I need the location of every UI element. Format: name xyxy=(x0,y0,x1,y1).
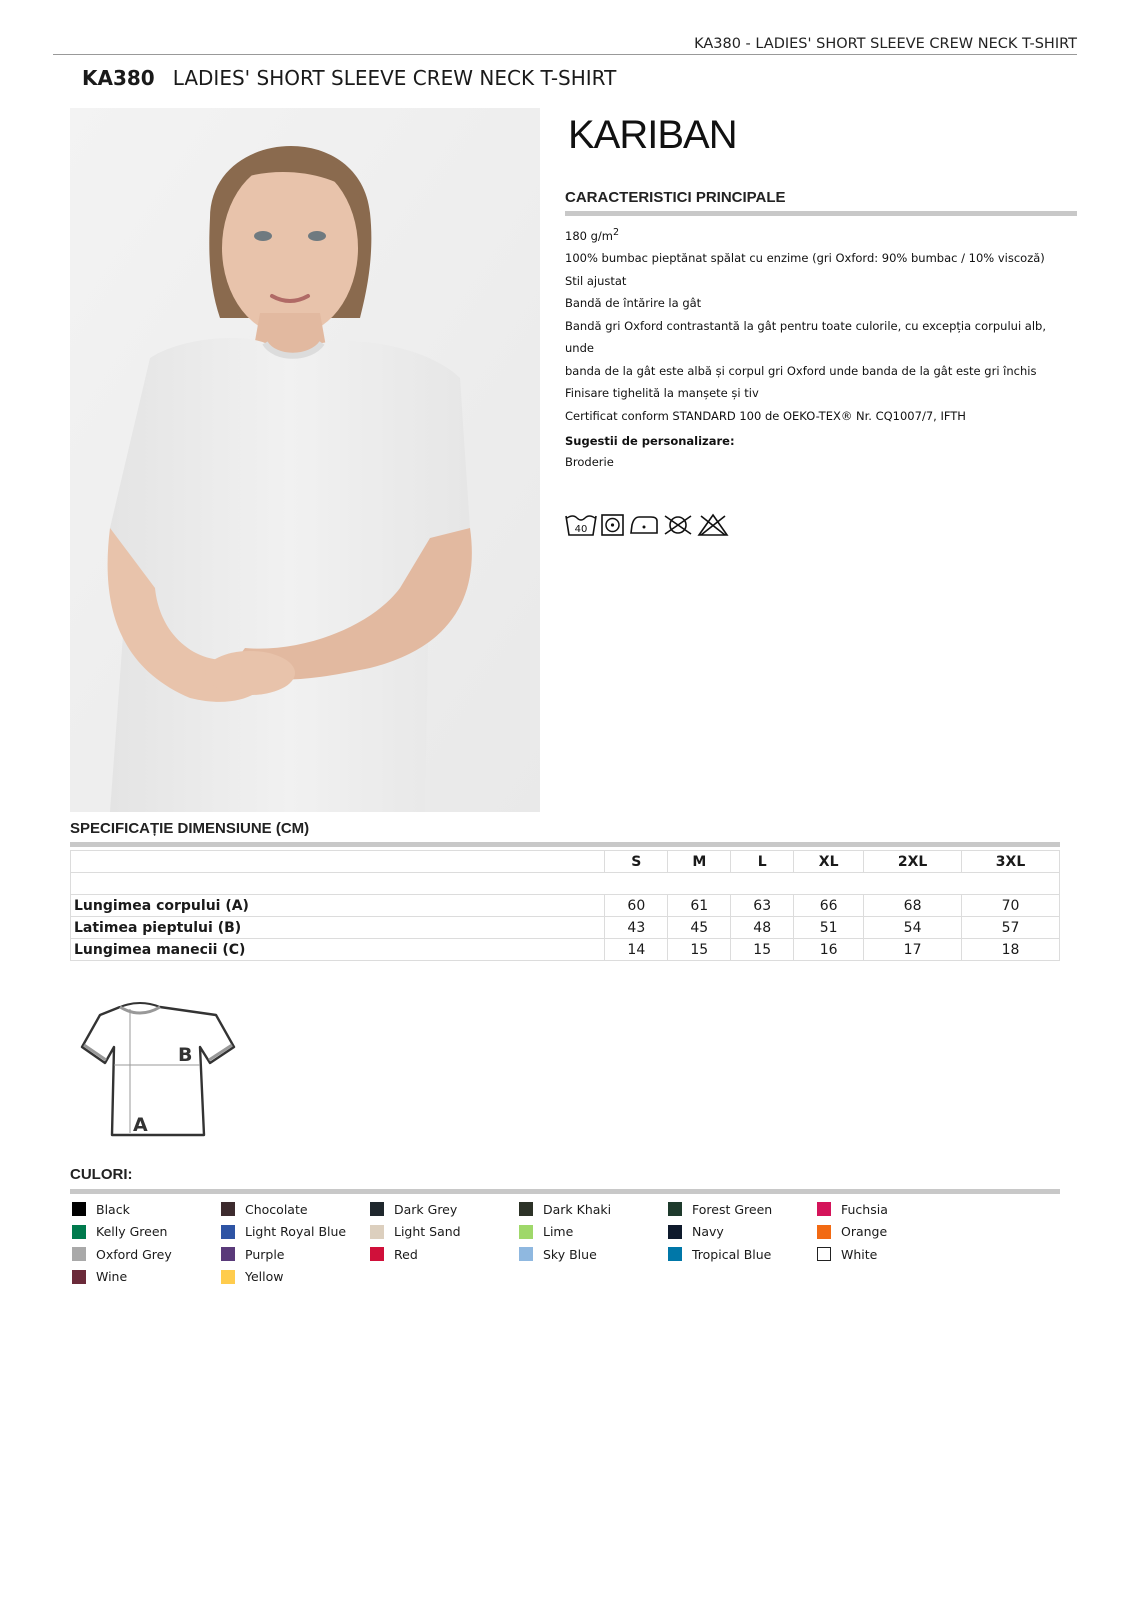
color-swatch xyxy=(519,1202,533,1216)
tshirt-outline-icon xyxy=(70,985,240,1150)
color-swatch xyxy=(221,1225,235,1239)
color-swatch xyxy=(72,1247,86,1261)
size-cell: 66 xyxy=(794,895,864,917)
feature-line: Bandă de întărire la gât xyxy=(565,296,702,311)
color-name: Black xyxy=(96,1201,130,1217)
spacer-cell xyxy=(71,873,1060,895)
measurement-diagram xyxy=(70,985,240,1150)
color-swatch xyxy=(370,1247,384,1261)
color-item xyxy=(370,1201,519,1218)
color-item xyxy=(519,1224,668,1241)
color-item xyxy=(668,1246,817,1263)
color-item xyxy=(370,1246,519,1263)
color-item xyxy=(817,1224,966,1241)
size-header-row xyxy=(71,851,1060,873)
color-name: Fuchsia xyxy=(841,1201,888,1217)
size-spacer-row xyxy=(71,873,1060,895)
product-code: KA380 xyxy=(82,66,155,90)
size-cell: 18 xyxy=(962,939,1060,961)
feature-weight xyxy=(565,222,1075,247)
size-spec-heading: SPECIFICAȚIE DIMENSIUNE (CM) xyxy=(70,820,310,837)
color-item xyxy=(668,1201,817,1218)
color-swatch xyxy=(668,1202,682,1216)
color-item xyxy=(72,1224,221,1241)
size-header-empty xyxy=(71,851,605,873)
color-name: Oxford Grey xyxy=(96,1246,172,1262)
running-header: KA380 - LADIES' SHORT SLEEVE CREW NECK T-SHIRT xyxy=(694,36,1077,52)
color-name: Dark Grey xyxy=(394,1201,458,1217)
size-header: XL xyxy=(794,851,864,873)
color-name: Orange xyxy=(841,1224,888,1240)
suggestions-value: Broderie xyxy=(565,455,614,470)
care-icons xyxy=(565,513,729,537)
features-divider xyxy=(565,211,1077,216)
product-name: LADIES' SHORT SLEEVE CREW NECK T-SHIRT xyxy=(172,66,617,90)
color-item xyxy=(221,1224,370,1241)
feature-line: Finisare tighelită la manșete și tiv xyxy=(565,386,759,401)
size-cell: 16 xyxy=(794,939,864,961)
color-swatch xyxy=(668,1225,682,1239)
weight-unit-sup: 2 xyxy=(612,227,620,238)
size-spec-divider xyxy=(70,842,1060,847)
color-item xyxy=(221,1201,370,1218)
color-swatch xyxy=(221,1202,235,1216)
feature-line: Certificat conform STANDARD 100 de OEKO-TEX® Nr. CQ1007/7, IFTH xyxy=(565,408,966,423)
size-cell: 68 xyxy=(864,895,962,917)
size-cell: 63 xyxy=(731,895,794,917)
feature-line: Bandă gri Oxford contrastantă la gât pentru toate culorile, cu excepția corpului alb, unde xyxy=(565,318,1046,356)
tumble-dry-icon xyxy=(600,513,626,537)
color-swatch xyxy=(221,1270,235,1284)
weight-value: 180 g/m xyxy=(565,228,613,243)
size-cell: 45 xyxy=(668,917,731,939)
color-name: Tropical Blue xyxy=(692,1246,772,1262)
size-cell: 70 xyxy=(962,895,1060,917)
size-table xyxy=(70,850,1060,961)
color-swatch xyxy=(370,1202,384,1216)
size-cell: 17 xyxy=(864,939,962,961)
color-swatch xyxy=(72,1270,86,1284)
size-cell: 61 xyxy=(668,895,731,917)
label-a: A xyxy=(133,1114,148,1136)
size-header: M xyxy=(668,851,731,873)
colors-heading: CULORI: xyxy=(70,1166,133,1183)
size-cell: 15 xyxy=(731,939,794,961)
wash-temperature-label: 40 xyxy=(574,524,588,535)
size-header: 2XL xyxy=(864,851,962,873)
wash-40-icon xyxy=(565,513,597,537)
size-cell: 60 xyxy=(605,895,668,917)
size-cell: 43 xyxy=(605,917,668,939)
page-title xyxy=(82,66,616,90)
suggestions-title: Sugestii de personalizare: xyxy=(565,434,735,449)
color-swatch xyxy=(370,1225,384,1239)
product-photo xyxy=(70,108,540,812)
color-item xyxy=(668,1224,817,1241)
color-item xyxy=(72,1246,221,1263)
color-item xyxy=(72,1201,221,1218)
color-name: Sky Blue xyxy=(543,1246,597,1262)
iron-low-icon xyxy=(629,513,659,537)
table-row xyxy=(71,939,1060,961)
color-item xyxy=(221,1246,370,1263)
color-name: Light Royal Blue xyxy=(245,1224,347,1240)
color-item xyxy=(817,1246,966,1263)
color-name: Light Sand xyxy=(394,1224,461,1240)
colors-divider xyxy=(70,1189,1060,1194)
size-header: 3XL xyxy=(962,851,1060,873)
color-swatch xyxy=(817,1247,831,1261)
size-cell: 14 xyxy=(605,939,668,961)
features-list xyxy=(565,222,1075,474)
size-cell: 51 xyxy=(794,917,864,939)
size-cell: 54 xyxy=(864,917,962,939)
features-heading: CARACTERISTICI PRINCIPALE xyxy=(565,189,786,206)
size-header: L xyxy=(731,851,794,873)
color-swatch xyxy=(519,1247,533,1261)
label-b: B xyxy=(178,1044,193,1066)
row-label: Lungimea corpului (A) xyxy=(71,895,605,917)
color-item xyxy=(817,1201,966,1218)
color-name: Wine xyxy=(96,1269,128,1285)
color-swatch xyxy=(221,1247,235,1261)
color-name: Lime xyxy=(543,1224,574,1240)
table-row xyxy=(71,895,1060,917)
size-header: S xyxy=(605,851,668,873)
brand-logo: KARIBAN xyxy=(568,113,737,157)
color-name: Forest Green xyxy=(692,1201,773,1217)
color-name: Chocolate xyxy=(245,1201,308,1217)
color-name: Kelly Green xyxy=(96,1224,168,1240)
size-cell: 15 xyxy=(668,939,731,961)
header-divider xyxy=(53,54,1077,55)
color-swatch xyxy=(668,1247,682,1261)
color-item xyxy=(72,1269,221,1286)
color-item xyxy=(519,1246,668,1263)
color-swatch xyxy=(519,1225,533,1239)
feature-line: 100% bumbac pieptănat spălat cu enzime (gri Oxford: 90% bumbac / 10% viscoză) xyxy=(565,251,1045,266)
row-label: Latimea pieptului (B) xyxy=(71,917,605,939)
color-name: Yellow xyxy=(245,1269,284,1285)
color-swatch xyxy=(817,1225,831,1239)
table-row xyxy=(71,917,1060,939)
color-name: Dark Khaki xyxy=(543,1201,612,1217)
color-item xyxy=(370,1224,519,1241)
color-name: White xyxy=(841,1246,878,1262)
row-label: Lungimea manecii (C) xyxy=(71,939,605,961)
feature-line: Stil ajustat xyxy=(565,273,627,288)
color-swatch xyxy=(817,1202,831,1216)
size-cell: 57 xyxy=(962,917,1060,939)
no-dry-clean-icon xyxy=(662,513,694,537)
feature-line: banda de la gât este albă și corpul gri Oxford unde banda de la gât este gri închis xyxy=(565,363,1037,378)
color-name: Navy xyxy=(692,1224,724,1240)
color-item xyxy=(519,1201,668,1218)
color-item xyxy=(221,1269,370,1286)
no-bleach-icon xyxy=(697,513,729,537)
size-cell: 48 xyxy=(731,917,794,939)
color-name: Red xyxy=(394,1246,418,1262)
color-swatch xyxy=(72,1202,86,1216)
color-swatch xyxy=(72,1225,86,1239)
color-list xyxy=(72,1201,992,1285)
color-name: Purple xyxy=(245,1246,285,1262)
model-photo-illustration xyxy=(70,108,540,812)
